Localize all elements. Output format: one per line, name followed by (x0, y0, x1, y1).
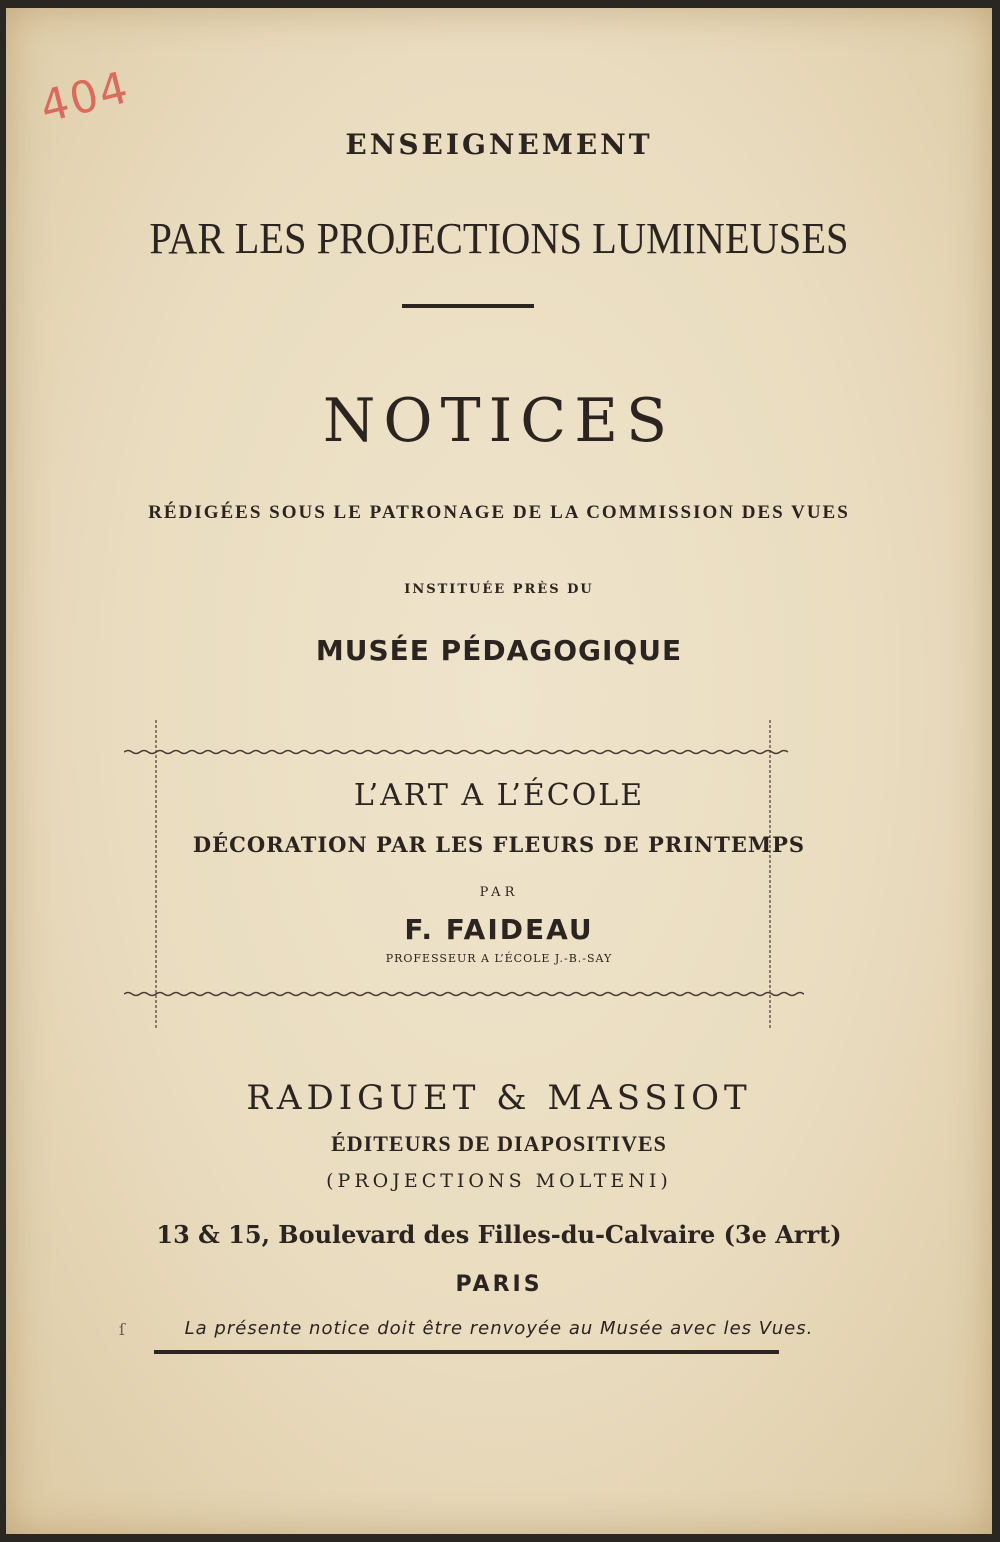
box-subtitle: DÉCORATION PAR LES FLEURS DE PRINTEMPS (192, 832, 806, 857)
return-note: La présente notice doit être renvoyée au Musée avec les Vues. (184, 1318, 814, 1339)
separator-rule (402, 304, 534, 308)
header-line-2: PAR LES PROJECTIONS LUMINEUSES (149, 214, 849, 263)
subtitle-line-1: RÉDIGÉES SOUS LE PATRONAGE DE LA COMMISSION DES VUES (148, 502, 850, 523)
publisher-city: PARIS (455, 1272, 543, 1297)
bottom-rule (154, 1350, 779, 1354)
author-name: F. FAIDEAU (404, 913, 594, 946)
box-par: PAR (479, 885, 519, 900)
subtitle-line-2: INSTITUÉE PRÈS DU (404, 582, 594, 597)
handwritten-number: 404 (35, 61, 135, 134)
publisher-address: 13 & 15, Boulevard des Filles-du-Calvaire (3e Arrt) (156, 1220, 842, 1249)
box-title: L’ART A L’ÉCOLE (353, 778, 645, 813)
publisher-brand: (PROJECTIONS MOLTENI) (326, 1170, 672, 1192)
bullet-mark: ſ (119, 1320, 125, 1339)
decorative-frame (124, 720, 804, 1030)
header-line-1: ENSEIGNEMENT (345, 128, 653, 161)
musee-pedagogique: MUSÉE PÉDAGOGIQUE (315, 634, 683, 667)
notices-title: NOTICES (322, 386, 676, 456)
publisher-name: RADIGUET & MASSIOT (246, 1078, 752, 1118)
publisher-role: ÉDITEURS DE DIAPOSITIVES (331, 1131, 667, 1156)
author-role: PROFESSEUR A L’ÉCOLE J.-B.-SAY (385, 952, 613, 965)
document-page (6, 8, 992, 1534)
